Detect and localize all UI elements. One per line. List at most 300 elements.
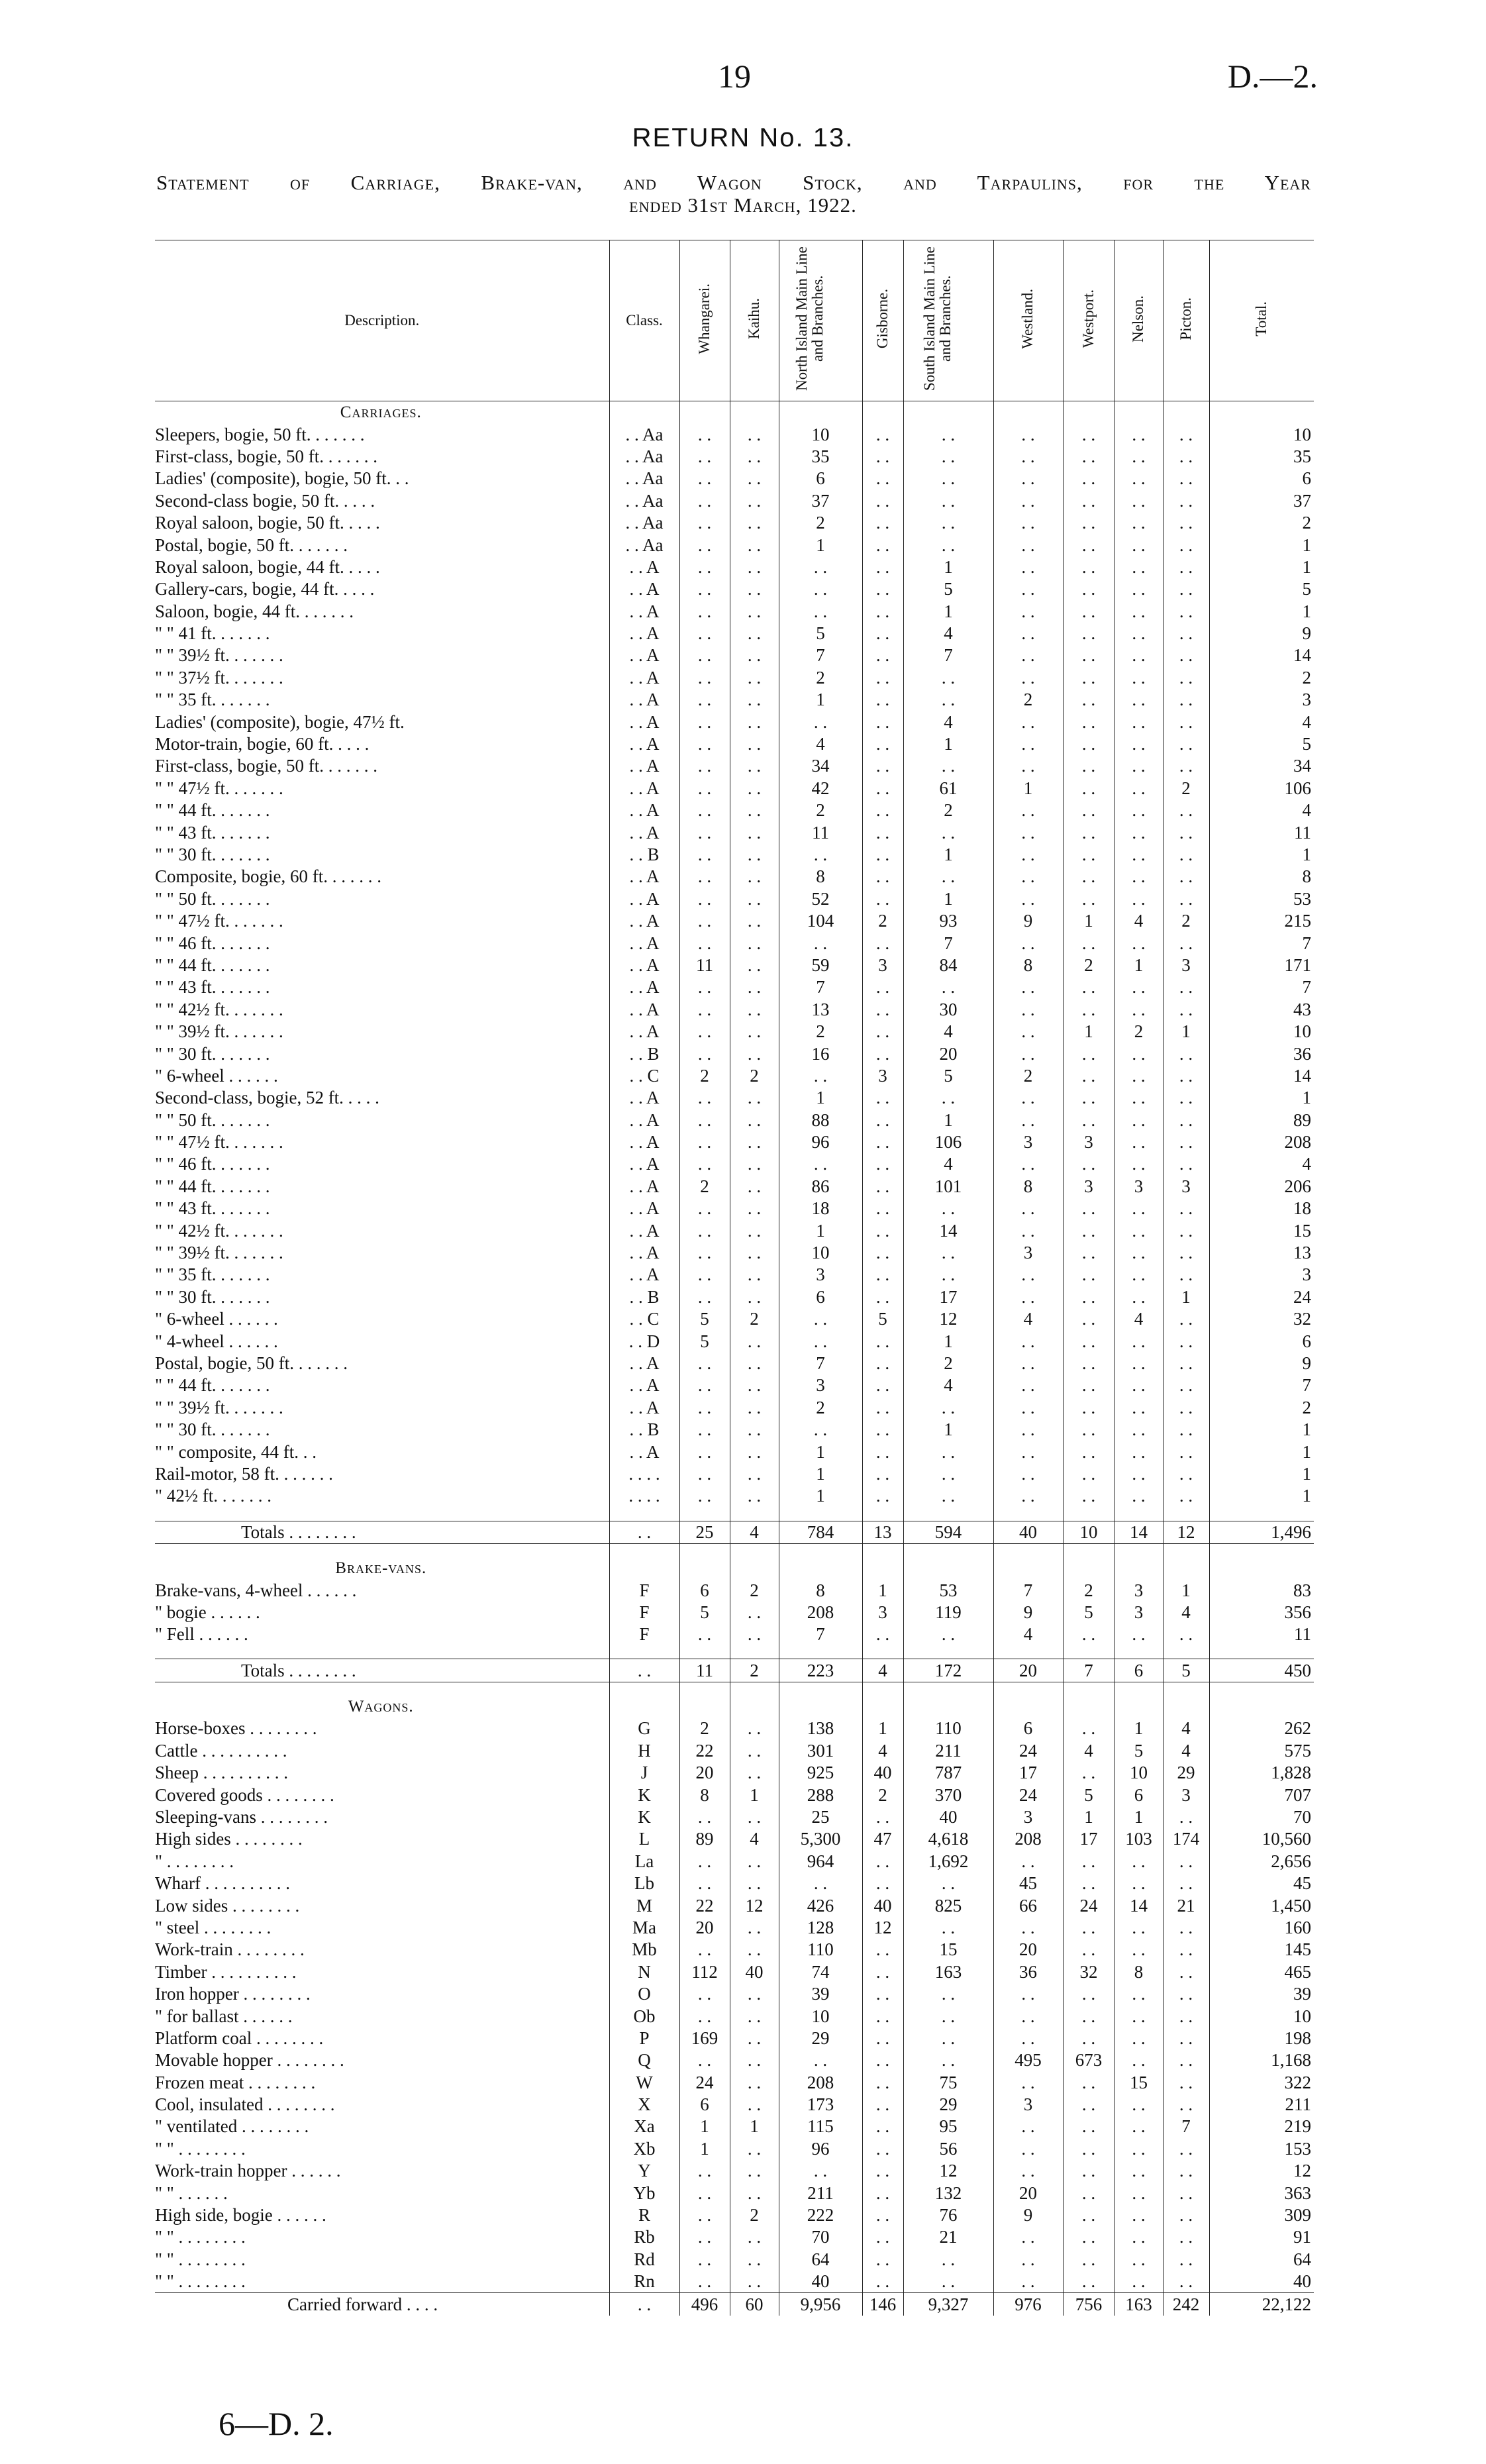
row-value: 20 (679, 1917, 730, 1939)
row-total: 575 (1209, 1740, 1314, 1762)
row-value: . . (679, 1264, 730, 1286)
row-total: 10 (1209, 1021, 1314, 1043)
row-value: . . (679, 910, 730, 932)
row-value: . . (1163, 2005, 1209, 2027)
row-value: . . (903, 423, 993, 445)
row-value: . . (730, 423, 779, 445)
row-value: . . (993, 556, 1063, 578)
row-total: 1 (1209, 1463, 1314, 1485)
row-value: 24 (1063, 1894, 1114, 1916)
table-row (155, 490, 1314, 512)
row-value: . . (903, 1242, 993, 1264)
row-class: . . B (609, 1043, 679, 1064)
row-value: . . (730, 468, 779, 489)
table-row (155, 423, 1314, 445)
row-description: " " 43 ft. . . . . . . (155, 1198, 270, 1219)
row-value: . . (1163, 2138, 1209, 2160)
row-value: . . (730, 976, 779, 998)
row-value: 8 (993, 954, 1063, 976)
row-value: . . (730, 1718, 779, 1739)
empty-cell (993, 1543, 1063, 1557)
row-value: . . (993, 755, 1063, 777)
row-value: 76 (903, 2204, 993, 2226)
row-value: 59 (779, 954, 862, 976)
rolling-stock-table (155, 240, 1314, 2316)
row-total: 171 (1209, 954, 1314, 976)
row-value: . . (862, 601, 903, 623)
row-value: 4 (903, 1153, 993, 1175)
row-value: 70 (779, 2226, 862, 2248)
row-value: . . (730, 2226, 779, 2248)
row-value: . . (1114, 799, 1163, 821)
section-heading: Wagons. (348, 1698, 414, 1716)
row-class: . . A (609, 954, 679, 976)
row-value: 24 (679, 2072, 730, 2094)
row-total: 11 (1209, 1623, 1314, 1645)
row-value: . . (730, 2049, 779, 2071)
row-value: . . (730, 578, 779, 600)
table-row (155, 1961, 1314, 1983)
row-value: . . (730, 1153, 779, 1175)
row-value: 964 (779, 1851, 862, 1873)
empty-cell (609, 1645, 679, 1659)
row-value: . . (903, 534, 993, 556)
row-value: 4 (1114, 1308, 1163, 1330)
empty-cell (779, 1543, 862, 1557)
row-value: . . (993, 1043, 1063, 1064)
row-value: . . (1063, 1983, 1114, 2005)
row-value: . . (862, 2005, 903, 2027)
empty-cell (730, 1543, 779, 1557)
row-description: Rail-motor, 58 ft. . . . . . . (155, 1463, 333, 1484)
row-value: . . (679, 490, 730, 512)
row-value: . . (993, 2160, 1063, 2182)
row-class: . . (609, 1521, 679, 1543)
row-total: 5 (1209, 733, 1314, 755)
col-header-westland: Westland. (993, 240, 1063, 401)
row-value: . . (862, 1219, 903, 1241)
row-value: . . (1063, 534, 1114, 556)
row-value: 35 (779, 446, 862, 468)
row-value: 7 (903, 644, 993, 666)
row-value: . . (730, 490, 779, 512)
row-value: . . (993, 1198, 1063, 1219)
empty-cell (1163, 1557, 1209, 1579)
row-value: . . (862, 512, 903, 534)
row-value: . . (1114, 1330, 1163, 1352)
table-row (155, 1740, 1314, 1762)
table-row (155, 2116, 1314, 2137)
row-value: . . (730, 1917, 779, 1939)
row-value: . . (730, 2138, 779, 2160)
empty-cell (1163, 1682, 1209, 1696)
row-total: 32 (1209, 1308, 1314, 1330)
row-value: 3 (1063, 1176, 1114, 1198)
row-value: 42 (779, 778, 862, 799)
empty-cell (609, 1508, 679, 1521)
row-class: W (609, 2072, 679, 2094)
table-row (155, 1828, 1314, 1850)
row-value: 11 (679, 954, 730, 976)
row-value: . . (1163, 711, 1209, 733)
row-value: 1 (862, 1718, 903, 1739)
row-value: . . (1063, 2028, 1114, 2049)
row-value: 4,618 (903, 1828, 993, 1850)
row-value: . . (1163, 534, 1209, 556)
row-total: 45 (1209, 1873, 1314, 1894)
row-value: . . (1163, 2094, 1209, 2116)
row-value: . . (679, 1983, 730, 2005)
row-value: . . (862, 468, 903, 489)
row-value: 5 (779, 623, 862, 644)
row-value: 1 (862, 1579, 903, 1601)
table-row (155, 1176, 1314, 1198)
empty-cell (1114, 1557, 1163, 1579)
row-value: 4 (1063, 1740, 1114, 1762)
table-row (155, 578, 1314, 600)
row-value: . . (862, 888, 903, 910)
row-total: 3 (1209, 1264, 1314, 1286)
row-value: . . (1163, 623, 1209, 644)
row-total: 6 (1209, 1330, 1314, 1352)
empty-cell (993, 1508, 1063, 1521)
row-value: . . (730, 1219, 779, 1241)
row-value: . . (862, 844, 903, 866)
row-value: 112 (679, 1961, 730, 1983)
row-class: Xb (609, 2138, 679, 2160)
row-value: . . (903, 1441, 993, 1463)
row-value: . . (1063, 1330, 1114, 1352)
row-total: 22,122 (1209, 2293, 1314, 2316)
row-description: Wharf . . . . . . . . . . (155, 1873, 290, 1894)
row-value: . . (1163, 755, 1209, 777)
row-value: 6 (1114, 1784, 1163, 1806)
row-value: . . (779, 578, 862, 600)
row-value: . . (679, 976, 730, 998)
row-value: . . (1063, 1419, 1114, 1441)
row-value: 1 (779, 1485, 862, 1507)
row-value: . . (862, 644, 903, 666)
row-value: 47 (862, 1828, 903, 1850)
row-value: . . (679, 844, 730, 866)
row-value: . . (862, 2072, 903, 2094)
row-value: . . (730, 910, 779, 932)
row-value: 3 (779, 1264, 862, 1286)
row-total: 10,560 (1209, 1828, 1314, 1850)
table-row (155, 910, 1314, 932)
table-row (155, 556, 1314, 578)
row-value: 3 (1114, 1176, 1163, 1198)
row-class: Yb (609, 2182, 679, 2204)
row-value: . . (1114, 667, 1163, 689)
col-header-nelson: Nelson. (1114, 240, 1163, 401)
row-total: 219 (1209, 2116, 1314, 2137)
row-value: 64 (779, 2249, 862, 2271)
row-value: . . (993, 888, 1063, 910)
empty-cell (779, 1645, 862, 1659)
row-value: . . (1114, 932, 1163, 954)
row-value: 104 (779, 910, 862, 932)
row-value: . . (903, 1917, 993, 1939)
row-total: 322 (1209, 2072, 1314, 2094)
row-value: 30 (903, 999, 993, 1021)
row-total: 211 (1209, 2094, 1314, 2116)
row-value: 211 (779, 2182, 862, 2204)
row-description: " " composite, 44 ft. . . (155, 1441, 317, 1462)
row-total: 2 (1209, 512, 1314, 534)
row-value: . . (1114, 2204, 1163, 2226)
row-value: 8 (1114, 1961, 1163, 1983)
row-total: 1 (1209, 1087, 1314, 1109)
row-value: 1,692 (903, 1851, 993, 1873)
row-value: . . (903, 667, 993, 689)
col-header-gisborne: Gisborne. (862, 240, 903, 401)
row-value: . . (730, 778, 779, 799)
row-class: . . A (609, 711, 679, 733)
table-row (155, 2072, 1314, 2094)
row-total: 3 (1209, 689, 1314, 711)
row-value: 208 (993, 1828, 1063, 1850)
row-value: 4 (1163, 1718, 1209, 1739)
empty-cell (1163, 1645, 1209, 1659)
table-row (155, 1485, 1314, 1507)
row-class: . . A (609, 1109, 679, 1131)
row-value: . . (1063, 623, 1114, 644)
row-value: 14 (1114, 1894, 1163, 1916)
row-value: . . (679, 1353, 730, 1374)
row-total: 24 (1209, 1286, 1314, 1308)
table-row (155, 1623, 1314, 1645)
row-value: 20 (993, 2182, 1063, 2204)
row-value: . . (679, 1806, 730, 1828)
row-value: . . (1163, 2028, 1209, 2049)
row-value: . . (1163, 423, 1209, 445)
empty-cell (862, 401, 903, 424)
row-total: 1 (1209, 601, 1314, 623)
row-value: . . (1114, 821, 1163, 843)
row-value: . . (1163, 644, 1209, 666)
row-value: 1 (1163, 1021, 1209, 1043)
row-value: 4 (1163, 1602, 1209, 1623)
row-value: 1 (730, 1784, 779, 1806)
row-value: . . (1163, 1374, 1209, 1396)
row-class: . . A (609, 755, 679, 777)
row-total: 83 (1209, 1579, 1314, 1601)
row-total: 1,496 (1209, 1521, 1314, 1543)
table-row (155, 1983, 1314, 2005)
row-value: . . (1163, 2249, 1209, 2271)
row-description: Saloon, bogie, 44 ft. . . . . . . (155, 601, 354, 621)
row-value: 1 (779, 1463, 862, 1485)
row-value: . . (679, 755, 730, 777)
row-value: 40 (903, 1806, 993, 1828)
row-value: . . (779, 556, 862, 578)
row-class: . . Aa (609, 446, 679, 468)
row-value: . . (730, 1806, 779, 1828)
row-value: 4 (862, 1659, 903, 1682)
spacer-row (155, 1543, 1314, 1557)
row-value: . . (730, 1286, 779, 1308)
row-value: 25 (779, 1806, 862, 1828)
row-value: . . (1163, 1242, 1209, 1264)
row-value: . . (1163, 1043, 1209, 1064)
row-class: . . A (609, 644, 679, 666)
row-value: . . (1063, 468, 1114, 489)
row-value: . . (730, 601, 779, 623)
empty-cell (1209, 1508, 1314, 1521)
row-value: . . (1114, 1983, 1163, 2005)
row-value: . . (1063, 556, 1114, 578)
row-class: R (609, 2204, 679, 2226)
empty-cell (1209, 401, 1314, 424)
row-value: 976 (993, 2293, 1063, 2316)
row-value: 7 (779, 976, 862, 998)
row-value: . . (679, 2204, 730, 2226)
row-class: . . A (609, 1264, 679, 1286)
row-value: 14 (903, 1219, 993, 1241)
row-value: . . (1163, 1939, 1209, 1961)
table-row (155, 468, 1314, 489)
row-value: 3 (862, 954, 903, 976)
row-value: 9 (993, 910, 1063, 932)
row-value: . . (993, 866, 1063, 888)
row-value: 163 (1114, 2293, 1163, 2316)
row-class: La (609, 1851, 679, 1873)
row-description: " " . . . . . . . . (155, 2227, 246, 2247)
row-value: 1 (1114, 1718, 1163, 1739)
row-class: . . A (609, 1397, 679, 1419)
row-value: 29 (779, 2028, 862, 2049)
empty-cell (679, 401, 730, 424)
row-value: 34 (779, 755, 862, 777)
row-value: 4 (993, 1623, 1063, 1645)
row-value: 8 (779, 1579, 862, 1601)
empty-cell (779, 1682, 862, 1696)
footer-signature: 6—D. 2. (219, 2405, 334, 2442)
row-class: . . A (609, 689, 679, 711)
table-header-row (155, 240, 1314, 401)
row-value: . . (1063, 490, 1114, 512)
row-description: Iron hopper . . . . . . . . (155, 1984, 311, 2004)
table-row (155, 1353, 1314, 1374)
row-value: . . (1163, 999, 1209, 1021)
row-description: " 4-wheel . . . . . . (155, 1331, 278, 1351)
row-value: 1 (1163, 1286, 1209, 1308)
row-value: . . (679, 999, 730, 1021)
row-value: . . (862, 1264, 903, 1286)
row-value: 4 (993, 1308, 1063, 1330)
row-value: . . (1114, 2182, 1163, 2204)
empty-cell (1163, 1696, 1209, 1718)
row-value: . . (730, 1109, 779, 1131)
row-value: 2 (862, 910, 903, 932)
row-value: . . (679, 1153, 730, 1175)
row-value: . . (1063, 601, 1114, 623)
row-description: Sleeping-vans . . . . . . . . (155, 1807, 328, 1827)
row-value: . . (730, 866, 779, 888)
table-row (155, 1939, 1314, 1961)
row-value: . . (730, 1198, 779, 1219)
row-value: 7 (993, 1579, 1063, 1601)
row-description: " for ballast . . . . . . (155, 2006, 293, 2026)
row-class: X (609, 2094, 679, 2116)
table-row (155, 601, 1314, 623)
table-row (155, 2138, 1314, 2160)
row-value: . . (1063, 2138, 1114, 2160)
row-class: . . (609, 1659, 679, 1682)
row-value: 825 (903, 1894, 993, 1916)
row-value: . . (730, 2094, 779, 2116)
table-row (155, 1264, 1314, 1286)
row-value: . . (1114, 1065, 1163, 1087)
row-value: . . (730, 2028, 779, 2049)
col-header-kaihu: Kaihu. (730, 240, 779, 401)
page-number: 19 (718, 58, 751, 95)
table-row (155, 1579, 1314, 1601)
row-value: . . (993, 468, 1063, 489)
row-value: . . (730, 1374, 779, 1396)
row-description: " " 46 ft. . . . . . . (155, 933, 270, 953)
row-value: . . (1114, 556, 1163, 578)
row-value: . . (993, 534, 1063, 556)
row-value: 1 (903, 733, 993, 755)
row-value: 2 (779, 667, 862, 689)
row-value: . . (862, 1043, 903, 1064)
row-value: . . (993, 578, 1063, 600)
row-value: . . (730, 1873, 779, 1894)
empty-cell (730, 1682, 779, 1696)
row-value: . . (1163, 1623, 1209, 1645)
row-value: . . (730, 2160, 779, 2182)
row-class: . . A (609, 888, 679, 910)
row-value: . . (679, 2182, 730, 2204)
row-value: . . (1114, 2116, 1163, 2137)
row-value: 9,327 (903, 2293, 993, 2316)
row-value: . . (1163, 1806, 1209, 1828)
row-value: . . (993, 1374, 1063, 1396)
row-class: . . A (609, 667, 679, 689)
row-total: 37 (1209, 490, 1314, 512)
empty-cell (1163, 1543, 1209, 1557)
row-value: 10 (1063, 1521, 1114, 1543)
row-value: . . (1163, 1264, 1209, 1286)
row-value: . . (1114, 1153, 1163, 1175)
row-value: 36 (993, 1961, 1063, 1983)
col-header-description: Description. (155, 240, 609, 401)
row-class: . . Aa (609, 468, 679, 489)
row-value: . . (993, 1463, 1063, 1485)
row-total: 12 (1209, 2160, 1314, 2182)
row-value: 2 (779, 799, 862, 821)
row-value: . . (1114, 1873, 1163, 1894)
row-total: 64 (1209, 2249, 1314, 2271)
row-value: 53 (903, 1579, 993, 1601)
row-value: . . (993, 2271, 1063, 2293)
row-value: . . (1063, 1441, 1114, 1463)
table-row (155, 2182, 1314, 2204)
row-class: . . A (609, 976, 679, 998)
table-row (155, 534, 1314, 556)
row-value: . . (903, 1264, 993, 1286)
row-value: 18 (779, 1198, 862, 1219)
row-value: . . (1063, 2226, 1114, 2248)
row-value: 86 (779, 1176, 862, 1198)
row-value: 426 (779, 1894, 862, 1916)
row-value: . . (1114, 866, 1163, 888)
row-class: . . A (609, 1441, 679, 1463)
row-value: 7 (779, 644, 862, 666)
row-value: 6 (779, 468, 862, 489)
